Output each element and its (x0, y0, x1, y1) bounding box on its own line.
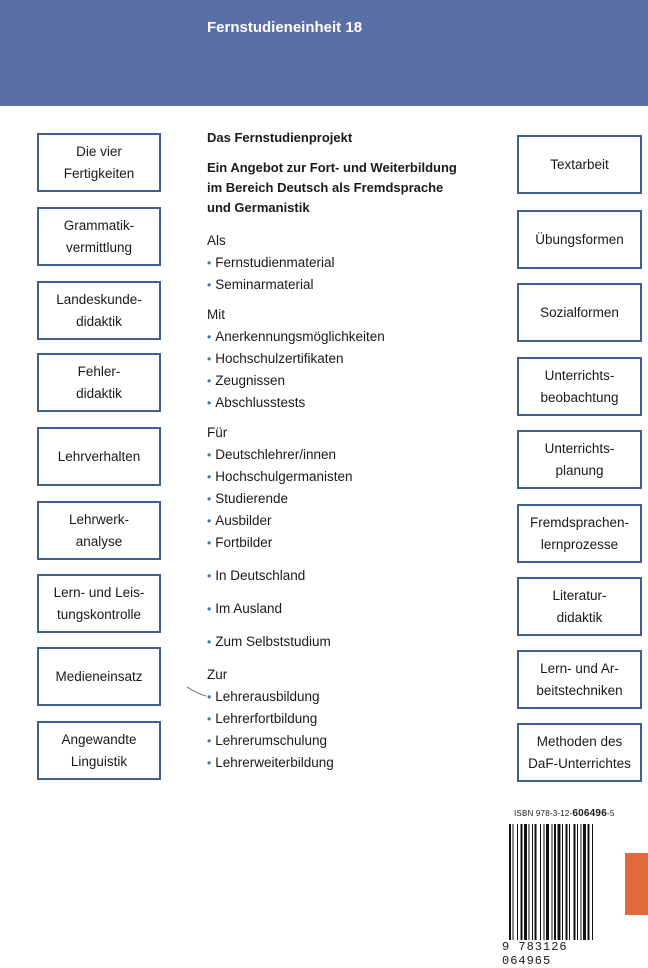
group-label-fuer: Für (207, 425, 228, 440)
topic-label: Lehrwerk- analyse (68, 511, 130, 549)
list-item: • Ausbilder (207, 513, 272, 528)
bullet-icon: • (207, 756, 212, 770)
bullet-icon: • (207, 536, 212, 550)
list-item: • Lehrerfortbildung (207, 711, 318, 726)
bullet-icon: • (207, 396, 212, 410)
bullet-icon: • (207, 492, 212, 506)
offer-heading: Ein Angebot zur Fort- und Weiterbildung im Bereich Deutsch als Fremdsprache und Germanistik (207, 160, 457, 215)
topic-label: Lern- und Leis- tungskontrolle (53, 584, 145, 622)
right-topic-box (517, 650, 642, 709)
right-topic-box (517, 210, 642, 269)
topic-label: Lern- und Ar- beitstechniken (536, 660, 623, 698)
left-topic-box (37, 133, 161, 192)
group-label-als: Als (207, 233, 226, 248)
project-heading: Das Fernstudienprojekt (207, 130, 353, 145)
bullet-icon: • (207, 569, 212, 583)
bullet-icon: • (207, 278, 212, 292)
topic-label: Grammatik- vermittlung (63, 217, 135, 255)
topic-label: Landeskunde- didaktik (56, 291, 142, 329)
list-item: • Deutschlehrer/innen (207, 447, 337, 462)
left-topic-box (37, 281, 161, 340)
list-item: • Im Ausland (207, 601, 282, 616)
topic-label: Unterrichts- beobachtung (540, 367, 619, 405)
color-tab (625, 853, 648, 915)
als-list (207, 252, 507, 296)
topic-label: Methoden des DaF-Unterrichtes (528, 733, 631, 771)
list-item: • Seminarmaterial (207, 277, 314, 292)
topic-label: Fehler- didaktik (76, 363, 122, 401)
series-title: Fernstudieneinheit 18 (207, 19, 363, 36)
location-list (207, 565, 507, 653)
list-item: • Studierende (207, 491, 289, 506)
left-topic-box (37, 427, 161, 486)
list-item: • Lehrerausbildung (207, 689, 320, 704)
bullet-icon: • (207, 602, 212, 616)
list-item: • Fortbilder (207, 535, 273, 550)
right-topic-box (517, 283, 642, 342)
list-item: • Zum Selbststudium (207, 634, 331, 649)
bullet-icon: • (207, 330, 212, 344)
center-column (207, 130, 507, 774)
bullet-icon: • (207, 352, 212, 366)
list-item: • Zeugnissen (207, 373, 285, 388)
pen-mark-icon (186, 684, 208, 698)
list-item: • In Deutschland (207, 568, 306, 583)
bullet-icon: • (207, 448, 212, 462)
topic-label: Die vier Fertigkeiten (63, 143, 135, 181)
group-label-mit: Mit (207, 307, 225, 322)
right-topic-box (517, 723, 642, 782)
list-item: • Fernstudienmaterial (207, 255, 335, 270)
mit-list (207, 326, 507, 414)
header-band (0, 0, 648, 106)
barcode-digits: 9 783126 064965 (502, 940, 622, 968)
bullet-icon: • (207, 256, 212, 270)
list-item: • Hochschulzertifikaten (207, 351, 344, 366)
topic-label: Sozialformen (540, 304, 619, 320)
left-topic-box (37, 721, 161, 780)
bullet-icon: • (207, 514, 212, 528)
left-topic-box (37, 501, 161, 560)
bullet-icon: • (207, 470, 212, 484)
right-topic-box (517, 430, 642, 489)
bullet-icon: • (207, 734, 212, 748)
list-item: • Abschlusstests (207, 395, 306, 410)
topic-label: Angewandte Linguistik (61, 731, 137, 769)
left-topic-box (37, 647, 161, 706)
list-item: • Lehrerumschulung (207, 733, 328, 748)
bullet-icon: • (207, 374, 212, 388)
left-topic-box (37, 574, 161, 633)
topic-label: Literatur- didaktik (552, 587, 607, 625)
left-topic-box (37, 353, 161, 412)
topic-label: Lehrverhalten (57, 448, 141, 464)
bullet-icon: • (207, 712, 212, 726)
isbn-label: ISBN 978-3-12-606496-5 (514, 808, 615, 819)
topic-label: Unterrichts- planung (544, 440, 615, 478)
right-topic-box (517, 135, 642, 194)
zur-list (207, 686, 507, 774)
topic-label: Medieneinsatz (55, 668, 143, 684)
group-label-zur: Zur (207, 667, 228, 682)
list-item: • Anerkennungsmöglichkeiten (207, 329, 385, 344)
right-topic-box (517, 504, 642, 563)
list-item: • Lehrerweiterbildung (207, 755, 334, 770)
bullet-icon: • (207, 690, 212, 704)
fuer-list (207, 444, 507, 554)
topic-label: Fremdsprachen- lernprozesse (529, 514, 630, 552)
list-item: • Hochschulgermanisten (207, 469, 353, 484)
topic-label: Textarbeit (550, 156, 609, 172)
right-topic-box (517, 577, 642, 636)
bullet-icon: • (207, 635, 212, 649)
left-topic-box (37, 207, 161, 266)
right-topic-box (517, 357, 642, 416)
topic-label: Übungsformen (535, 231, 624, 247)
